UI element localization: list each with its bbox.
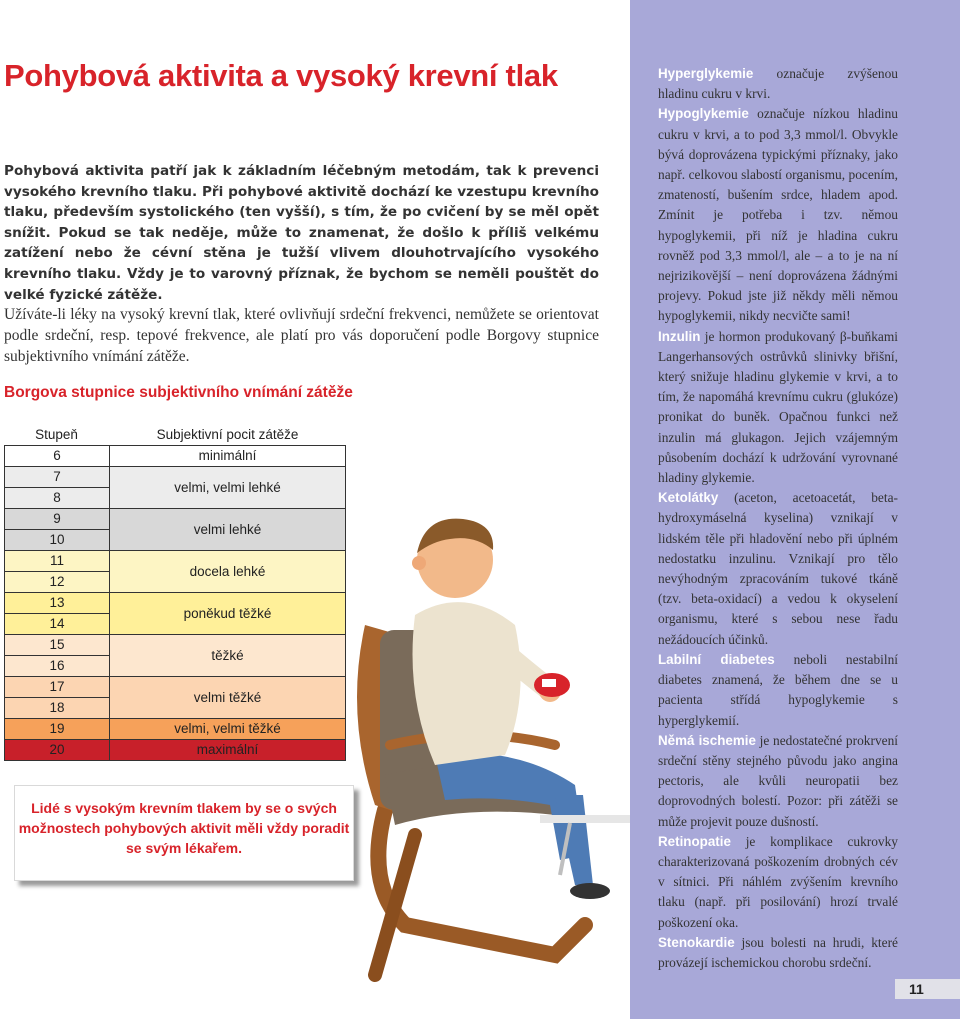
man-ear: [412, 556, 426, 570]
borg-scale-title: Borgova stupnice subjektivního vnímání zátěže: [4, 384, 353, 401]
glossary-term: Ketolátky: [658, 490, 719, 506]
borg-level-cells: [5, 677, 110, 718]
borg-description: těžké: [110, 635, 345, 676]
body-paragraph: Užíváte-li léky na vysoký krevní tlak, které ovlivňují srdeční frekvenci, nemůžete se orientovat podle srdeční, resp. tepové frekvence, ale platí pro vás doporučení podle Borgovy stupnice subjektivního vnímání zátěže.: [4, 306, 599, 365]
glossary-term: Labilní diabetes: [658, 651, 775, 667]
glossary-term: Retinopatie: [658, 833, 731, 849]
table-body: [4, 446, 346, 761]
intro-paragraph: Pohybová aktivita patří jak k základním léčebným metodám, tak k prevenci vysokého krevního tlaku. Při pohybové aktivitě dochází ke vzestupu krevního tlaku, především systolického (ten vyšší), s tím, že po cvičení by se měl opět snížit. Pokud se tak neděje, může to znamenat, že došlo k příliš velkému zatížení nebo že cévní stěna je tužší vlivem dlouhotrvajícího vysokého krevního tlaku. Vždy je to varovný příznak, že bychom se neměli pouštět do velké fyzické zátěže.: [4, 163, 599, 303]
glossary-definition: označuje zvýšenou hladinu cukru v krvi.: [658, 66, 898, 102]
borg-row-group: [4, 509, 346, 551]
borg-level: 20: [49, 742, 65, 757]
borg-level: 19: [49, 721, 65, 736]
glossary-term: Stenokardie: [658, 934, 735, 950]
borg-row-group: [4, 677, 346, 719]
glossary-sidebar: [630, 0, 960, 1019]
borg-level-cells: [5, 719, 110, 739]
callout-box: [14, 785, 354, 881]
borg-level-cells: [5, 446, 110, 466]
borg-level-cells: [5, 467, 110, 508]
glossary-term: Inzulin: [658, 328, 701, 344]
borg-row-group: [4, 446, 346, 467]
borg-row-group: [4, 740, 346, 761]
borg-description: velmi, velmi lehké: [110, 467, 345, 508]
glossary-definition: jsou bolesti na hrudi, které provázejí ischemickou chorobu srdeční.: [658, 934, 898, 970]
borg-level-cells: [5, 593, 110, 634]
borg-level: 17: [5, 677, 109, 698]
callout-text: Lidé s vysokým krevním tlakem by se o svých možnostech pohybových aktivit měli vždy poradit se svým lékařem.: [18, 800, 350, 856]
glossary-term: Hypoglykemie: [658, 106, 749, 122]
borg-row-group: [4, 593, 346, 635]
borg-row-group: [4, 467, 346, 509]
borg-description: maximální: [110, 740, 345, 760]
borg-description: poněkud těžké: [110, 593, 345, 634]
borg-level: 18: [49, 700, 65, 715]
side-table-top: [540, 815, 635, 823]
borg-level: 7: [5, 467, 109, 488]
glossary-term: Němá ischemie: [658, 732, 756, 748]
borg-level-cells: [5, 509, 110, 550]
glossary-definition: je komplikace cukrovky charakterizovaná poškozením drobných cév v sítnici. Při náhlém zvýšením krevního tlaku (např. při posilování) hrozí trvalé poškození oka.: [658, 833, 898, 930]
borg-row-group: [4, 719, 346, 740]
borg-row-group: [4, 635, 346, 677]
borg-level: 14: [49, 616, 65, 631]
borg-description: minimální: [110, 446, 345, 466]
borg-row-group: [4, 551, 346, 593]
glossary-definition: je nedostatečné prokrvení srdeční stěny stejného původu jako angina pectoris, ale kvůli neuropatii bez doprovodných bolestí. Pozor: při zátěži se může projevit pouze dušností.: [658, 732, 898, 829]
glossary-definition: neboli nestabilní diabetes znamená, že během dne se u pacienta střídá hypoglykemie s hyperglykemií.: [658, 651, 898, 728]
borg-level-cells: [5, 740, 110, 760]
page-number: 11: [895, 979, 960, 999]
borg-level-cells: [5, 635, 110, 676]
borg-description: velmi těžké: [110, 677, 345, 718]
borg-level: 11: [5, 551, 109, 572]
glossary-term: Hyperglykemie: [658, 66, 754, 81]
borg-level: 13: [5, 593, 109, 614]
glossary-definition: (aceton, acetoacetát, beta-hydroxymáselná kyselina) vznikají v lidském těle při hladovění nebo při úplném nedostatku inzulinu. Vznikají pro tělo nevýhodným zpracováním tukové tkáně (tzv. beta-oxidací) a vedou k okyselení organismu, které s sebou nese řadu nežádoucích účinků.: [658, 490, 898, 647]
borg-level: 10: [49, 532, 65, 547]
borg-level: 15: [5, 635, 109, 656]
meter-display: [542, 679, 556, 687]
borg-scale-table: [4, 425, 346, 761]
glossary-definition: je hormon produkovaný β-buňkami Langerhansových ostrůvků slinivky břišní, který snižuje hladinu glykemie v krvi, a to tím, že napomáhá krevnímu cukru (glukóze) pronikat do buněk. Opačnou funkci než inzulin má glukagon. Jejich vzájemným působením dochází k udržování vyrovnané hladiny glykemie.: [658, 328, 898, 486]
borg-level: 8: [53, 490, 61, 505]
glossary-definition: označuje nízkou hladinu cukru v krvi, a to pod 3,3 mmol/l. Obvykle bývá doprovázena typickými příznaky, jako např. celkovou slabostí organismu, pocením, zmateností, bušením srdce, hladem apod. Zmínit je potřeba i tzv. němou hypoglykemii, při níž je hladina cukru rovněž pod 3,3 mmol/l, ale – a to je na ní nejrizikovější – není doprovázena žádnými projevy. Pokud jste již někdy měli němou hypoglykemii, nikdy necvičte sami!: [658, 106, 898, 324]
borg-description: velmi lehké: [110, 509, 345, 550]
borg-level: 12: [49, 574, 65, 589]
glossary-text: [658, 64, 898, 973]
man-in-armchair-illustration: [345, 455, 635, 1005]
header-pocit: Subjektivní pocit zátěže: [156, 427, 299, 442]
page-title: Pohybová aktivita a vysoký krevní tlak: [4, 58, 558, 93]
borg-description: docela lehké: [110, 551, 345, 592]
borg-level: 6: [53, 448, 61, 463]
borg-level: 9: [5, 509, 109, 530]
man-shoe: [570, 883, 610, 899]
table-header: [4, 425, 346, 446]
borg-description: velmi, velmi těžké: [110, 719, 345, 739]
header-stupen: Stupeň: [35, 427, 78, 442]
borg-level: 16: [49, 658, 65, 673]
borg-level-cells: [5, 551, 110, 592]
